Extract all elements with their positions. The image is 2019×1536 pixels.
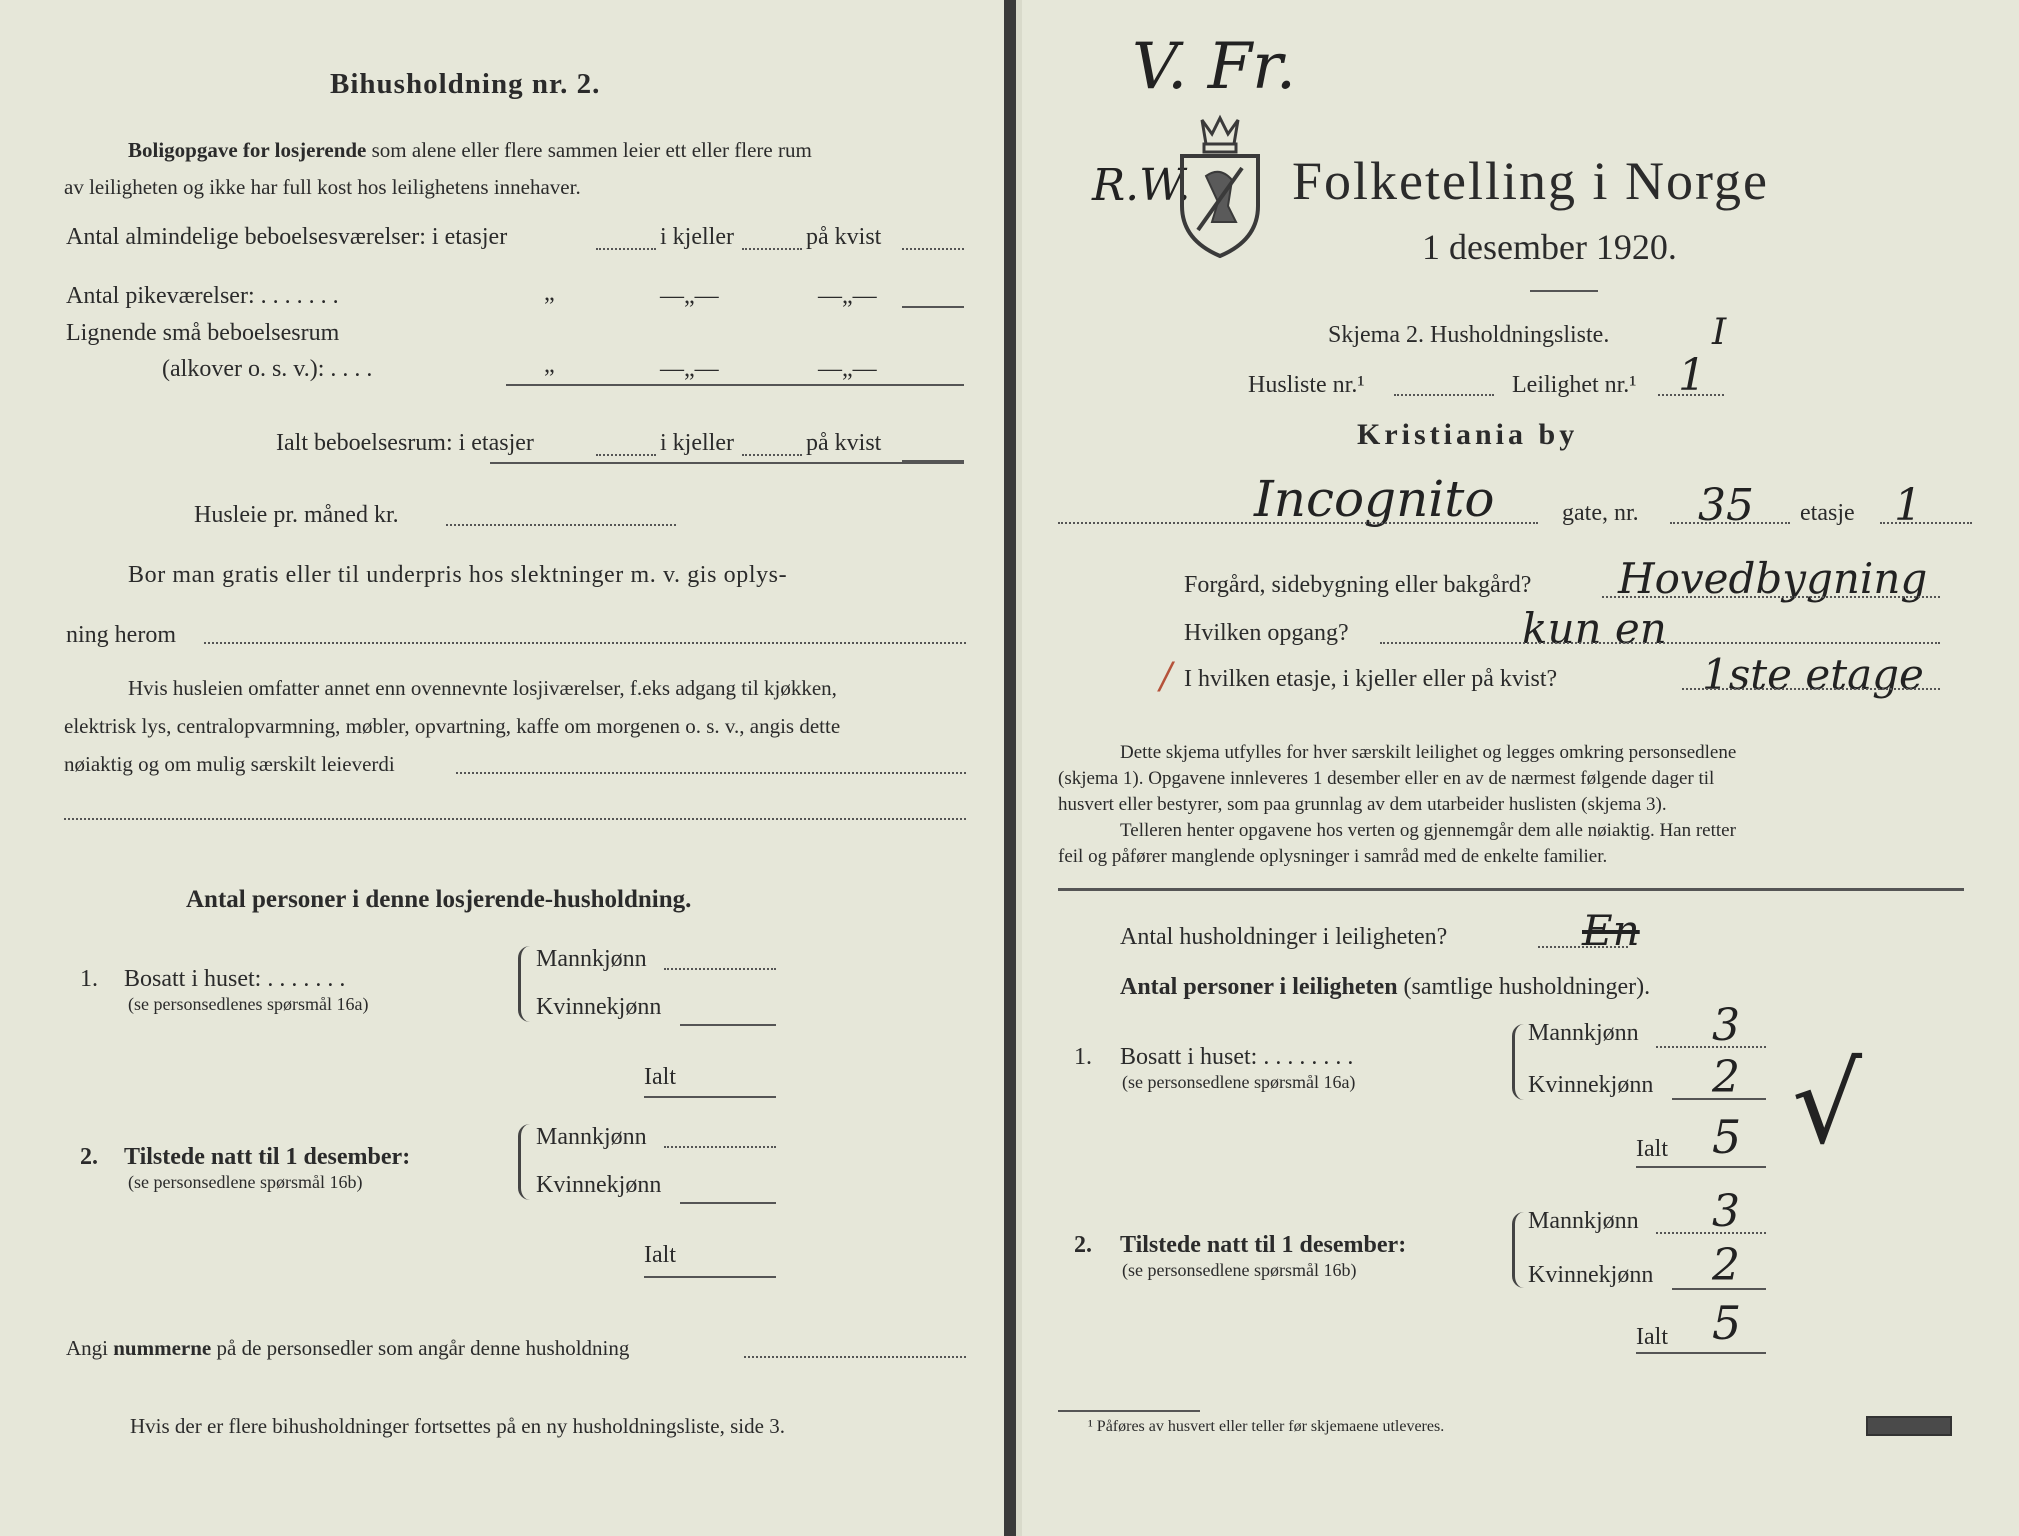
hw-opgang: kun en: [1522, 604, 1667, 653]
rent-label: Husleie pr. måned kr.: [194, 502, 399, 528]
maid-dash-1: —„—: [660, 283, 719, 309]
q1-label: Bosatt i huset: . . . . . . .: [124, 966, 346, 992]
opgang-line: [1380, 642, 1940, 644]
rq2-num: 2.: [1074, 1232, 1092, 1258]
persons-heading: Antal personer i denne losjerende-husholdning.: [186, 886, 692, 913]
total-etasjer-line: [596, 454, 656, 456]
huslist-line: [1394, 394, 1494, 396]
total-underline: [490, 462, 964, 464]
q1-male-line: [664, 968, 776, 970]
q1-num: 1.: [80, 966, 98, 992]
schema: Skjema 2. Husholdningsliste.: [1328, 322, 1610, 348]
incl-line-2: elektrisk lys, centralopvarmning, møbler, opvartning, kaffe om morgenen o. s. v., angis dette: [64, 714, 841, 738]
households-label: Antal husholdninger i leiligheten?: [1120, 924, 1448, 950]
q2-female-line: [680, 1202, 776, 1204]
intro-bold: Boligopgave for losjerende: [128, 138, 367, 162]
rooms-attic: på kvist: [806, 224, 882, 250]
q2-sub: (se personsedlene spørsmål 16b): [128, 1172, 363, 1192]
footnote: ¹ Påføres av husvert eller teller før skjemaene utleveres.: [1088, 1418, 1445, 1435]
rq1-male-line: [1656, 1046, 1766, 1048]
hw-initials: R.W.: [1092, 160, 1191, 211]
rq1-sub: (se personsedlene spørsmål 16a): [1122, 1072, 1356, 1092]
hw-rq1-total: 5: [1712, 1110, 1742, 1164]
hw-number: 35: [1698, 480, 1754, 531]
similar-dash-2: —„—: [818, 356, 877, 382]
q1-female-line: [680, 1024, 776, 1026]
rq1-male: Mannkjønn: [1528, 1020, 1639, 1046]
persons-line: [1120, 974, 1650, 1001]
street-line: [1058, 522, 1538, 524]
similar-rooms-1: Lignende små beboelsesrum: [66, 320, 340, 346]
hw-leilighet: 1: [1678, 350, 1706, 401]
households-line: [1538, 946, 1628, 948]
rq1-total-line: [1636, 1166, 1766, 1168]
hw-etasje: 1: [1894, 480, 1922, 531]
huslist-label: Husliste nr.¹: [1248, 372, 1365, 398]
persons-rest: (samtlige husholdninger).: [1403, 974, 1651, 1000]
hw-floor: 1ste etage: [1702, 650, 1924, 699]
numbers-pre: Angi: [66, 1336, 108, 1360]
left-title: Bihusholdning nr. 2.: [330, 68, 601, 100]
section-rule: [1058, 888, 1964, 891]
rq2-sub: (se personsedlene spørsmål 16b): [1122, 1260, 1357, 1280]
intro-rest: som alene eller flere sammen leier ett eller flere rum: [371, 138, 812, 162]
q2-brace: [518, 1124, 531, 1200]
q2-total-line: [644, 1276, 776, 1278]
rq1-total: Ialt: [1636, 1136, 1668, 1162]
maid-dash-2: —„—: [818, 283, 877, 309]
printer-stamp: [1866, 1416, 1952, 1436]
rooms-attic-line: [902, 248, 964, 250]
incl-line: [456, 772, 966, 774]
hw-rq1-female: 2: [1712, 1052, 1740, 1103]
numbers-line-fill: [744, 1356, 966, 1358]
right-page: [1016, 0, 2019, 1536]
incl-line-1: Hvis husleien omfatter annet enn ovennevnte losjiværelser, f.eks adgang til kjøkken,: [128, 676, 837, 700]
q2-female: Kvinnekjønn: [536, 1172, 662, 1198]
hw-households: En: [1582, 906, 1640, 955]
incl-line-extra: [64, 818, 966, 820]
similar-quote: „: [544, 352, 555, 378]
instr-3: husvert eller bestyrer, som paa grunnlag av dem utarbeider huslisten (skjema 3).: [1058, 794, 1667, 815]
hw-check: √: [1792, 1040, 1863, 1168]
number-line: [1670, 522, 1790, 524]
total-attic: på kvist: [806, 430, 882, 456]
hw-rq2-female: 2: [1712, 1240, 1740, 1291]
total-rooms-label: Ialt beboelsesrum: i etasjer: [276, 430, 534, 456]
rq2-total: Ialt: [1636, 1324, 1668, 1350]
etasje-line: [1880, 522, 1972, 524]
q2-male-line: [664, 1146, 776, 1148]
instr-5: feil og påfører manglende oplysninger i samråd med de enkelte familier.: [1058, 846, 1608, 867]
similar-rooms-2: (alkover o. s. v.): . . . .: [162, 356, 373, 382]
right-title: Folketelling i Norge: [1292, 151, 1769, 211]
rq2-label: Tilstede natt til 1 desember:: [1120, 1232, 1407, 1258]
numbers-rest: på de personsedler som angår denne husholdning: [216, 1336, 630, 1360]
rooms-label: Antal almindelige beboelsesværelser: i etasjer: [66, 224, 508, 250]
footnote-rule: [1058, 1410, 1200, 1412]
similar-dash-1: —„—: [660, 356, 719, 382]
which-floor-label: I hvilken etasje, i kjeller eller på kvist?: [1184, 666, 1558, 692]
rooms-etasjer-line: [596, 248, 656, 250]
right-date: 1 desember 1920.: [1422, 227, 1677, 267]
q2-male: Mannkjønn: [536, 1124, 647, 1150]
q1-brace: [518, 946, 531, 1022]
hw-forgard: Hovedbygning: [1618, 554, 1928, 603]
incl-line-3: nøiaktig og om mulig særskilt leieverdi: [64, 752, 395, 776]
forgard-line: [1602, 596, 1940, 598]
q2-total: Ialt: [644, 1242, 676, 1268]
maid-rooms-label: Antal pikeværelser: . . . . . . .: [66, 283, 339, 309]
rq2-female: Kvinnekjønn: [1528, 1262, 1654, 1288]
total-cellar-line: [742, 454, 802, 456]
q1-total: Ialt: [644, 1064, 676, 1090]
q1-total-line: [644, 1096, 776, 1098]
rq1-female-line: [1672, 1098, 1766, 1100]
rq2-male-line: [1656, 1232, 1766, 1234]
etasje-label: etasje: [1800, 500, 1855, 526]
hw-top: V. Fr.: [1132, 30, 1297, 104]
q1-sub: (se personsedlenes spørsmål 16a): [128, 994, 369, 1014]
similar-line: [506, 384, 964, 386]
rent-line: [446, 524, 676, 526]
free-line-1: Bor man gratis eller til underpris hos slektninger m. v. gis oplys-: [128, 562, 788, 588]
numbers-line: [66, 1336, 629, 1361]
rq2-brace: [1512, 1212, 1525, 1288]
hw-mark: /: [1160, 656, 1173, 697]
date-rule: [1530, 290, 1598, 292]
hw-rq2-total: 5: [1712, 1296, 1742, 1350]
free-line-2: ning herom: [66, 622, 176, 648]
rq2-total-line: [1636, 1352, 1766, 1354]
rq1-brace: [1512, 1024, 1525, 1100]
opgang-label: Hvilken opgang?: [1184, 620, 1349, 646]
rq1-label: Bosatt i huset: . . . . . . . .: [1120, 1044, 1354, 1070]
leilighet-label: Leilighet nr.¹: [1512, 372, 1637, 398]
persons-bold: Antal personer i leiligheten: [1120, 974, 1398, 1000]
intro-line-1: [128, 138, 812, 163]
hw-schema: I: [1712, 312, 1727, 353]
rq1-num: 1.: [1074, 1044, 1092, 1070]
q1-male: Mannkjønn: [536, 946, 647, 972]
forgard-label: Forgård, sidebygning eller bakgård?: [1184, 572, 1532, 598]
hw-street: Incognito: [1254, 470, 1495, 528]
rq1-female: Kvinnekjønn: [1528, 1072, 1654, 1098]
leilighet-line: [1658, 394, 1724, 396]
numbers-bold: nummerne: [113, 1336, 212, 1360]
rq2-female-line: [1672, 1288, 1766, 1290]
instr-1: Dette skjema utfylles for hver særskilt leilighet og legges omkring personsedlene: [1120, 742, 1737, 763]
free-line: [204, 642, 966, 644]
total-cellar: i kjeller: [660, 430, 734, 456]
q2-label: Tilstede natt til 1 desember:: [124, 1144, 411, 1170]
intro-line-2: av leiligheten og ikke har full kost hos leilighetens innehaver.: [64, 175, 581, 199]
rooms-cellar-line: [742, 248, 802, 250]
maid-quote: „: [544, 280, 555, 306]
hw-rq2-male: 3: [1712, 1186, 1740, 1237]
coat-of-arms-icon: [1172, 110, 1268, 260]
hw-rq1-male: 3: [1712, 1000, 1740, 1051]
maid-line: [902, 306, 964, 308]
instr-2: (skjema 1). Opgavene innleveres 1 desember eller en av de nærmest følgende dager til: [1058, 768, 1715, 789]
gate-label: gate, nr.: [1562, 500, 1639, 526]
rq2-male: Mannkjønn: [1528, 1208, 1639, 1234]
instr-4: Telleren henter opgavene hos verten og gjennemgår dem alle nøiaktig. Han retter: [1120, 820, 1736, 841]
q1-female: Kvinnekjønn: [536, 994, 662, 1020]
city: Kristiania by: [1357, 418, 1579, 451]
q2-num: 2.: [80, 1144, 98, 1170]
left-footer: Hvis der er flere bihusholdninger fortsettes på en ny husholdningsliste, side 3.: [130, 1414, 785, 1438]
floor-line: [1682, 688, 1940, 690]
rooms-cellar: i kjeller: [660, 224, 734, 250]
